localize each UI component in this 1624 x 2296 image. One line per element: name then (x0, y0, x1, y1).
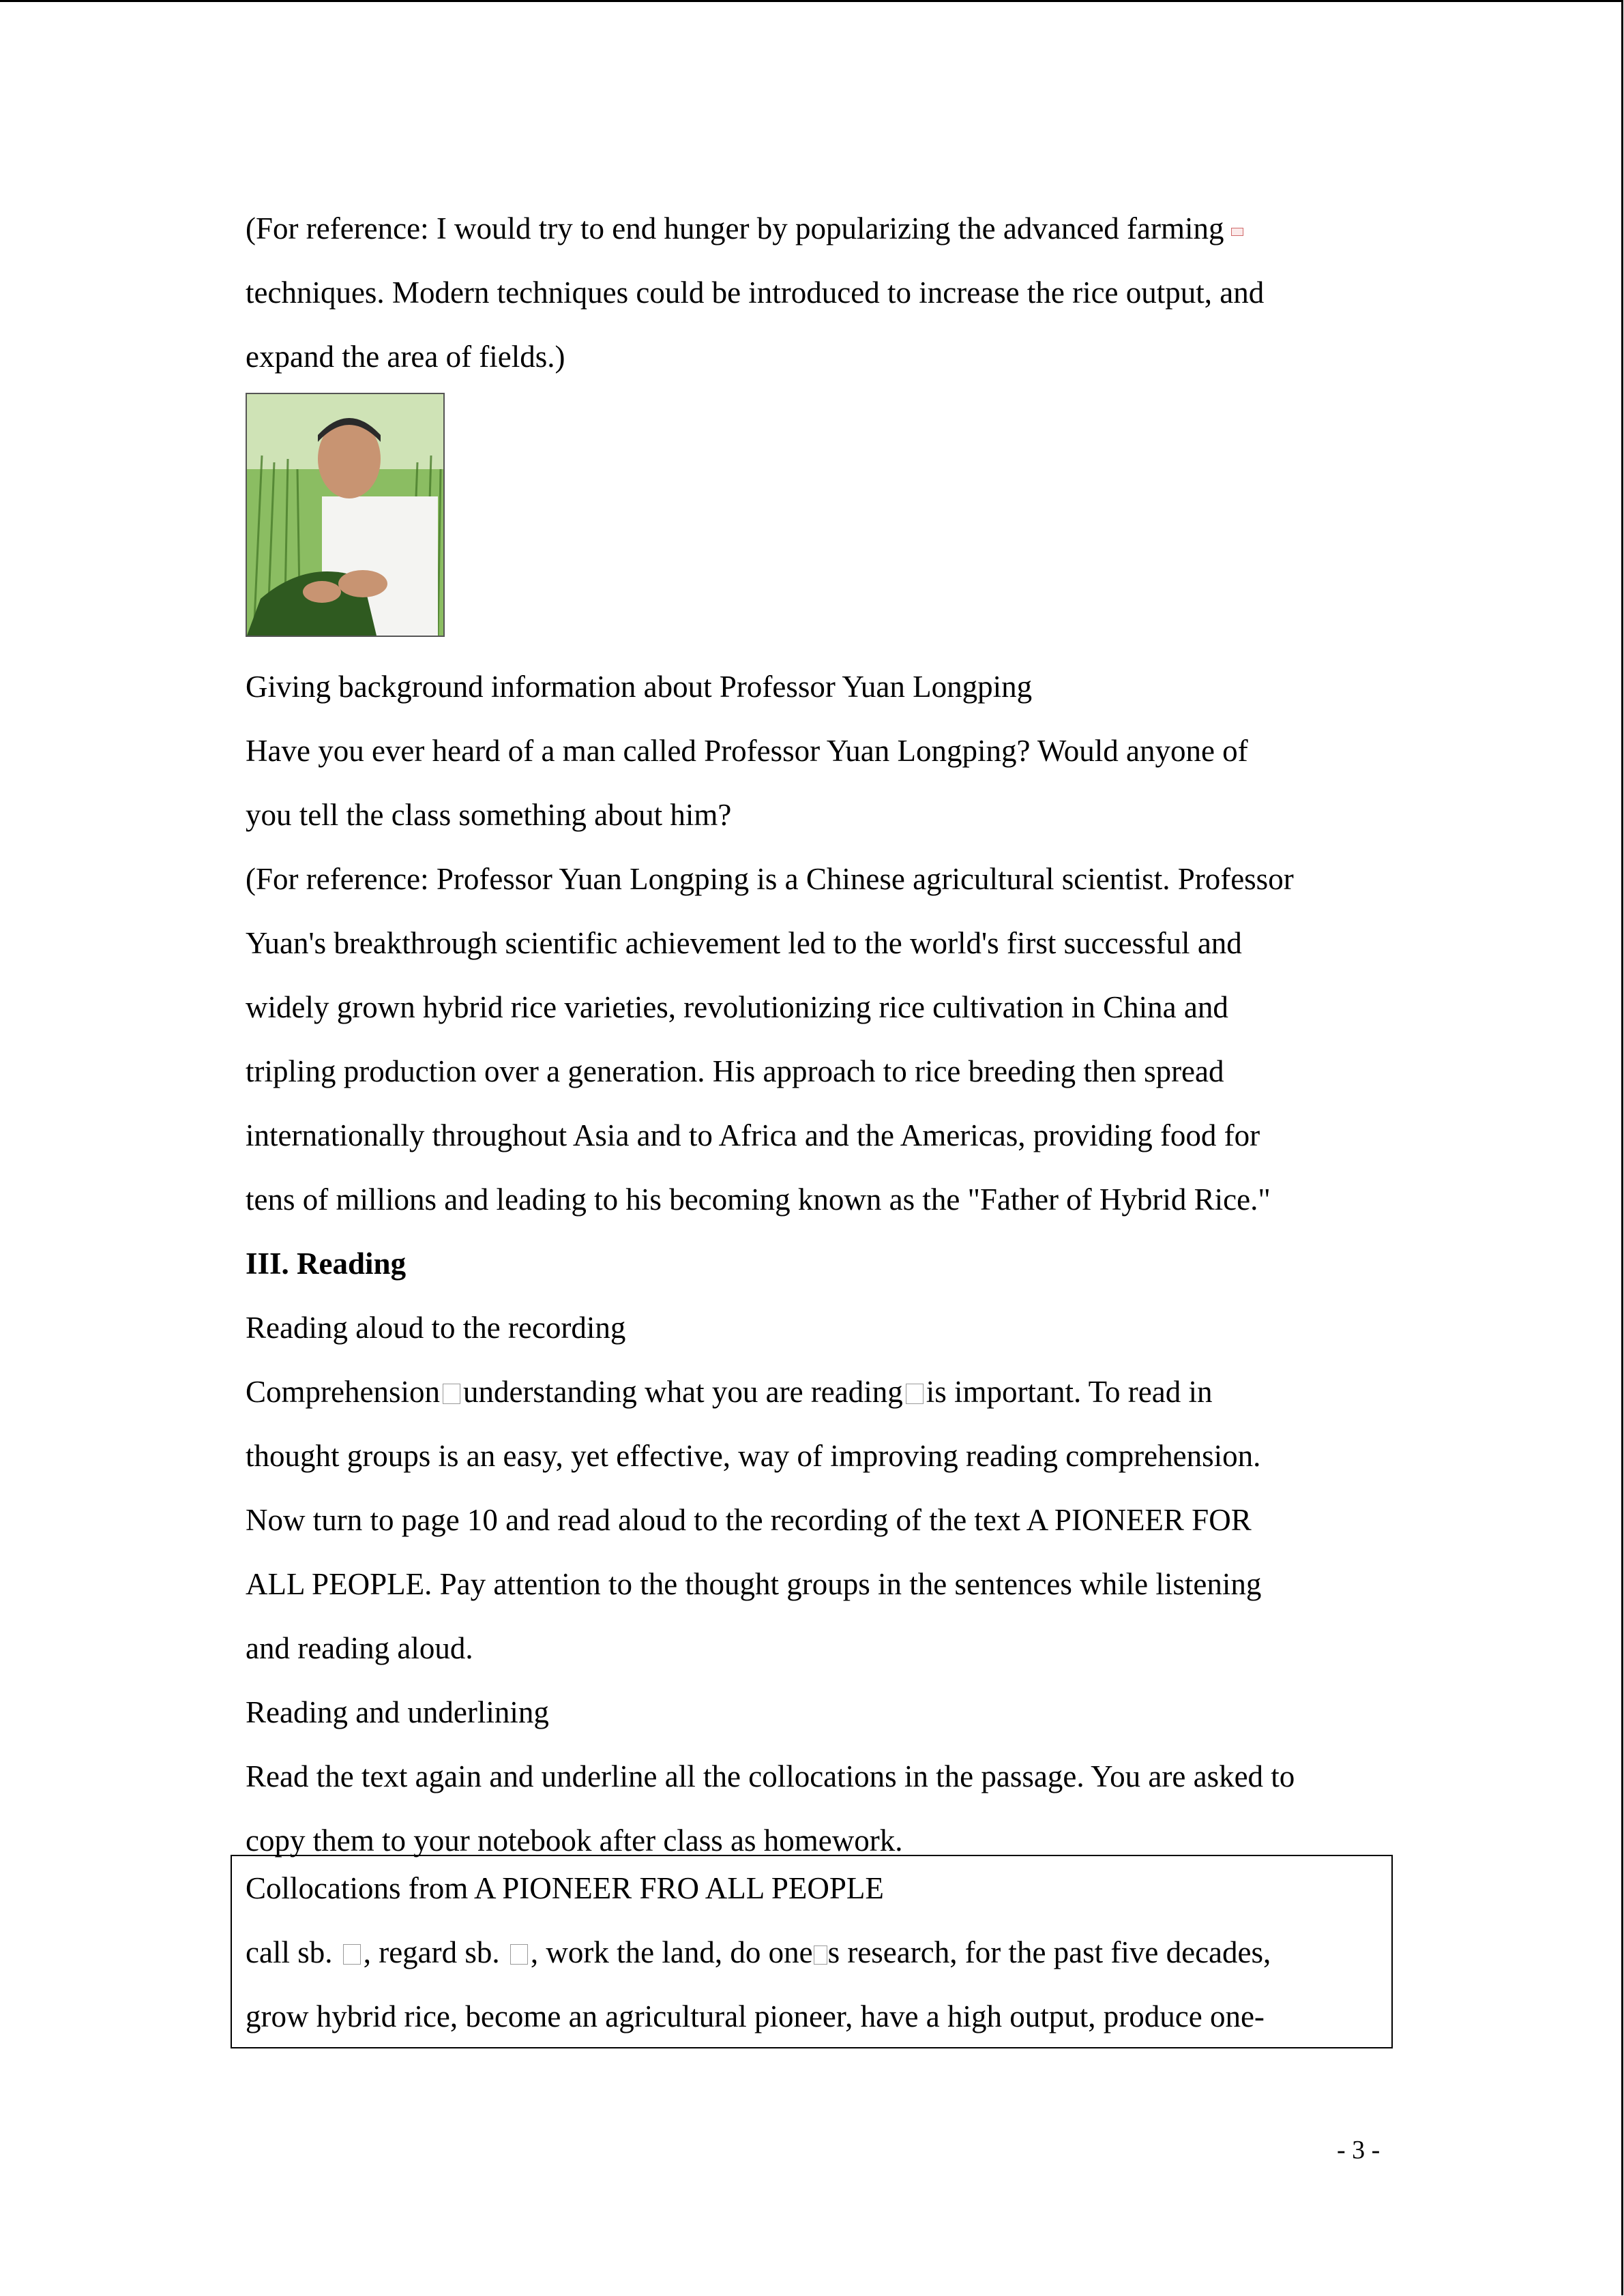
document-body (246, 196, 1378, 1873)
photo-illustration (247, 394, 443, 636)
collocations-line-1 (246, 1920, 1391, 1984)
portrait-photo (246, 393, 445, 637)
comprehension-line-4: ALL PEOPLE. Pay attention to the thought groups in the sentences while listening (246, 1567, 1262, 1601)
missing-glyph-box (906, 1384, 924, 1404)
question-line-1: Have you ever heard of a man called Professor Yuan Longping? Would anyone of (246, 734, 1248, 768)
comprehension-line-3: Now turn to page 10 and read aloud to the recording of the text A PIONEER FOR (246, 1503, 1252, 1537)
envelope-icon (1231, 228, 1243, 236)
reference-bio-line-5: internationally throughout Asia and to Africa and the Americas, providing food for (246, 1118, 1260, 1152)
reference-bio-line-4: tripling production over a generation. His approach to rice breeding then spread (246, 1054, 1224, 1088)
reference-paragraph-line-2: techniques. Modern techniques could be introduced to increase the rice output, and (246, 275, 1265, 310)
text-span: Comprehension (246, 1375, 440, 1409)
text-span: s research, for the past five decades, (827, 1935, 1271, 1969)
reference-bio-line-2: Yuan's breakthrough scientific achievement led to the world's first successful and (246, 926, 1242, 960)
reference-bio-line-6: tens of millions and leading to his becoming known as the "Father of Hybrid Rice." (246, 1182, 1271, 1217)
collocations-line-2: grow hybrid rice, become an agricultural pioneer, have a high output, produce one- (246, 1999, 1265, 2033)
missing-glyph-box (443, 1384, 460, 1404)
missing-glyph-box (510, 1944, 528, 1965)
comprehension-line-2: thought groups is an easy, yet effective, way of improving reading comprehension. (246, 1439, 1261, 1473)
page-number: - 3 - (1337, 2136, 1381, 2164)
text-span: understanding what you are reading (462, 1375, 903, 1409)
collocations-title: Collocations from A PIONEER FRO ALL PEOPLE (246, 1871, 884, 1905)
text-span: , work the land, do one (530, 1935, 813, 1969)
question-line-2: you tell the class something about him? (246, 798, 732, 832)
missing-glyph-box (814, 1945, 827, 1965)
reference-text: (For reference: I would try to end hunger by popularizing the advanced farming (246, 211, 1224, 245)
subheading-reading-underlining: Reading and underlining (246, 1695, 549, 1729)
missing-glyph-box (343, 1944, 361, 1965)
subheading-reading-aloud: Reading aloud to the recording (246, 1311, 626, 1345)
underlining-line-1: Read the text again and underline all the collocations in the passage. You are asked to (246, 1759, 1295, 1793)
reference-paragraph-line-3: expand the area of fields.) (246, 340, 565, 374)
text-span: call sb. (246, 1935, 333, 1969)
reference-bio-line-1: (For reference: Professor Yuan Longping is a Chinese agricultural scientist. Professor (246, 862, 1294, 896)
text-span: is important. To read in (926, 1375, 1213, 1409)
section-heading-reading: III. Reading (246, 1247, 407, 1281)
comprehension-line-5: and reading aloud. (246, 1631, 473, 1665)
collocations-box (231, 1855, 1393, 2048)
comprehension-line-1 (246, 1360, 1378, 1424)
text-span: , regard sb. (363, 1935, 500, 1969)
underlining-line-2: copy them to your notebook after class as homework. (246, 1823, 903, 1858)
section-subheading-background: Giving background information about Professor Yuan Longping (246, 670, 1033, 704)
reference-bio-line-3: widely grown hybrid rice varieties, revolutionizing rice cultivation in China and (246, 990, 1228, 1024)
reference-paragraph-line-1 (246, 196, 1378, 260)
